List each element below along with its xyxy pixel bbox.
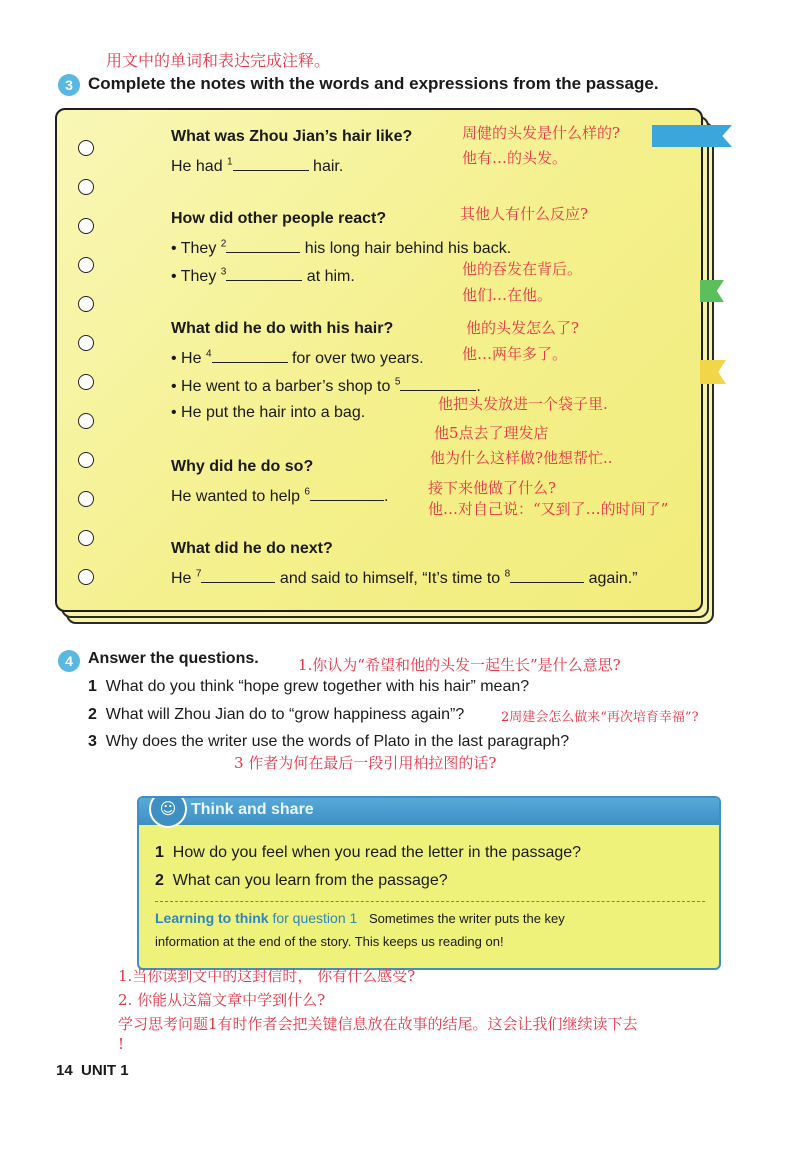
binder-ring	[78, 569, 94, 585]
note-bullet-4: • He $^4$ for over two years.	[171, 348, 424, 367]
annotation-cn: 他…对自己说：“又到了…的时间了”	[428, 500, 669, 518]
page-footer	[56, 1062, 129, 1079]
binder-ring	[78, 257, 94, 273]
section-4-question-2: 2 What will Zhou Jian do to “grow happiness again”?	[88, 706, 465, 723]
note-question-3: What did he do with his hair?	[171, 320, 394, 337]
blank-2[interactable]	[226, 238, 300, 253]
dashed-divider	[155, 901, 705, 902]
annotation-cn: 他为什么这样做?他想帮忙..	[430, 449, 613, 467]
section-4-question-1: 1 What do you think “hope grew together with his hair” mean?	[88, 678, 530, 695]
blank-4[interactable]	[212, 348, 288, 363]
blank-5[interactable]	[400, 376, 476, 391]
binder-ring	[78, 296, 94, 312]
section-4-badge: 4	[58, 650, 80, 672]
page-number: 14	[56, 1062, 73, 1079]
section-4-title: Answer the questions.	[88, 650, 259, 667]
note-bullet-5: • He went to a barber’s shop to $^5$ .	[171, 376, 481, 395]
section-4-annotation: 1.你认为“希望和他的头发一起生长”是什么意思?	[298, 656, 621, 674]
note-question-4: Why did he do so?	[171, 458, 314, 475]
note-line-6: He wanted to help $^6$ .	[171, 486, 389, 505]
thinking-head-icon: ☺	[149, 796, 187, 828]
bottom-annotation-4: !	[118, 1035, 125, 1053]
binder-ring	[78, 491, 94, 507]
binder-ring	[78, 335, 94, 351]
note-bullet-6: • He put the hair into a bag.	[171, 404, 366, 421]
annotation-cn: 他…两年多了。	[462, 345, 568, 363]
learning-to-think-line-2: information at the end of the story. This keeps us reading on!	[155, 934, 504, 949]
think-and-share-box	[137, 796, 721, 970]
annotation-cn: 他的吞发在背后。	[462, 260, 583, 278]
binder-ring	[78, 374, 94, 390]
binder-ring	[78, 413, 94, 429]
unit-label: UNIT 1	[81, 1062, 129, 1079]
green-tab	[700, 280, 724, 302]
note-bullet-2: • They $^2$ his long hair behind his back.	[171, 238, 512, 257]
annotation-cn: 他们…在他。	[462, 286, 553, 304]
think-question-2: 2 What can you learn from the passage?	[155, 872, 448, 889]
binder-ring	[78, 530, 94, 546]
note-question-2: How did other people react?	[171, 210, 387, 227]
think-question-1: 1 How do you feel when you read the letter in the passage?	[155, 844, 582, 861]
think-and-share-title: Think and share	[191, 801, 314, 818]
blank-3[interactable]	[226, 266, 302, 281]
binder-ring	[78, 452, 94, 468]
annotation-cn: 他把头发放进一个袋子里.	[438, 395, 608, 413]
blank-1[interactable]	[233, 156, 309, 171]
section-4-q2-annotation: 2周建会怎么做来“再次培育幸福”?	[501, 710, 699, 725]
section-3-title: Complete the notes with the words and expressions from the passage.	[88, 74, 659, 93]
blank-7[interactable]	[201, 568, 275, 583]
learning-to-think-line-1: Learning to think for question 1 Sometimes the writer puts the key	[155, 910, 565, 926]
bottom-annotation-2: 2. 你能从这篇文章中学到什么?	[118, 991, 326, 1009]
section-3-badge: 3	[58, 74, 80, 96]
bottom-annotation-3: 学习思考问题1有时作者会把关键信息放在故事的结尾。这会让我们继续读下去	[118, 1015, 638, 1033]
annotation-cn: 他5点去了理发店	[434, 424, 549, 442]
annotation-cn: 他有…的头发。	[462, 149, 568, 167]
note-question-5: What did he do next?	[171, 540, 333, 557]
blue-tab	[652, 125, 732, 147]
annotation-cn: 接下来他做了什么?	[428, 479, 557, 497]
binder-ring	[78, 140, 94, 156]
yellow-tab	[700, 360, 726, 384]
section-4-q3-annotation: 3 作者为何在最后一段引用柏拉图的话?	[234, 754, 497, 772]
note-bullet-3: • They $^3$ at him.	[171, 266, 355, 285]
binder-ring	[78, 218, 94, 234]
annotation-cn: 其他人有什么反应?	[460, 205, 589, 223]
note-line-1: He had $^1$ hair.	[171, 156, 344, 175]
section-4-question-3: 3 Why does the writer use the words of Plato in the last paragraph?	[88, 733, 570, 750]
annotation-cn: 他的头发怎么了?	[466, 319, 580, 337]
binder-ring	[78, 179, 94, 195]
blank-6[interactable]	[310, 486, 384, 501]
note-question-1: What was Zhou Jian’s hair like?	[171, 128, 413, 145]
top-annotation: 用文中的单词和表达完成注释。	[106, 51, 331, 70]
bottom-annotation-1: 1.当你读到文中的这封信时， 你有什么感受?	[118, 967, 416, 985]
blank-8[interactable]	[510, 568, 584, 583]
annotation-cn: 周健的头发是什么样的?	[462, 124, 621, 142]
note-line-7-8: He $^7$ and said to himself, “It’s time to $^8$ again.”	[171, 568, 638, 587]
